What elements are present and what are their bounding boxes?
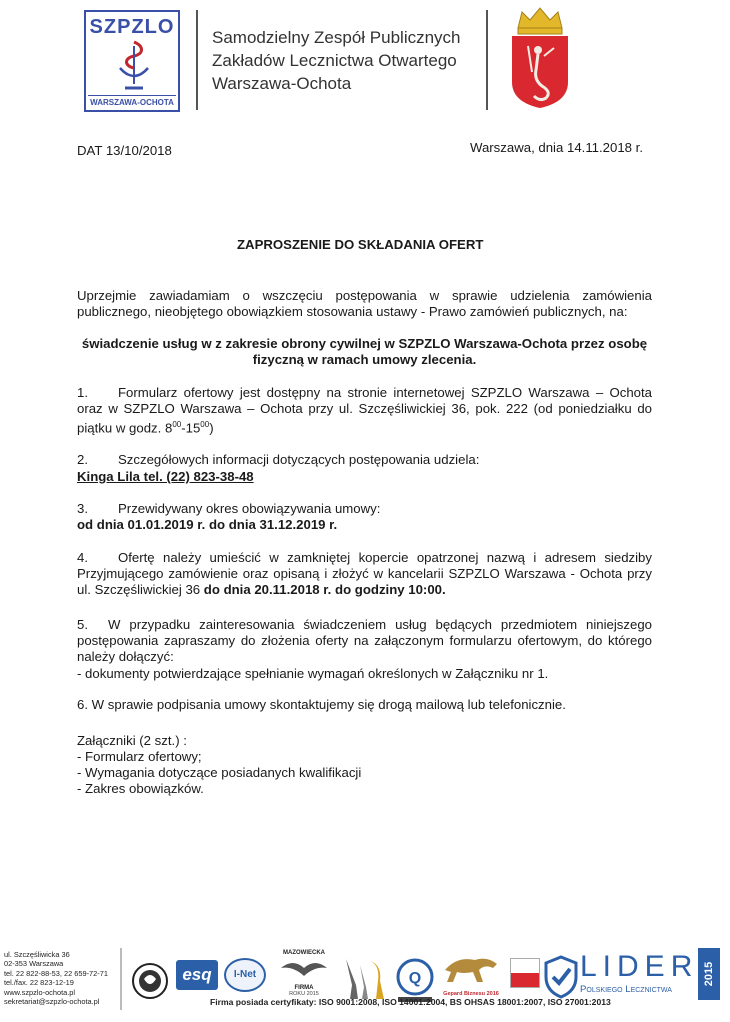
inet-badge (224, 958, 266, 992)
warsaw-crest-icon (508, 6, 572, 110)
caduceus-icon (114, 40, 154, 92)
mazowiecka-label: MAZOWIECKA (283, 950, 325, 956)
eagle-icon (279, 956, 329, 980)
gepard-label: Gepard Biznesu 2016 (443, 991, 499, 997)
attachment-item: - Zakres obowiązków. (77, 781, 204, 796)
email-link[interactable]: sekretariat@szpzlo-ochota.pl (4, 997, 100, 1007)
website-link[interactable]: www.szpzlo-ochota.pl (4, 987, 76, 997)
attachment-item: - Wymagania dotyczące posiadanych kwalifikacji (77, 765, 362, 780)
hour-to: 15 (185, 420, 201, 436)
item-text: Formularz ofertowy jest dostępny na stronie internetowej SZPZLO Warszawa – Ochota oraz w SZPZLO Warszawa – Ochota przy ul. Szczęśliwickiej 36, pok. 222 (od poniedziałku do piątku w godz. (77, 385, 652, 436)
firma-label: FIRMA (294, 985, 314, 991)
required-documents: - dokumenty potwierdzające spełnianie wymagań określonych w Załączniku nr 1. (77, 666, 549, 681)
lider-subtitle: Polskiego Lecznictwa (580, 984, 672, 995)
hour-from-minutes: 00 (172, 420, 182, 429)
inet-label: I-Net (233, 969, 257, 980)
lider-shield-icon (544, 952, 578, 1002)
hour-from: 8 (164, 420, 173, 436)
item-4 (77, 550, 652, 598)
lider-year-badge (698, 948, 720, 1000)
cheetah-icon (441, 950, 501, 986)
header-divider-left (196, 10, 198, 110)
address-line: 02-353 Warszawa (4, 959, 64, 969)
contract-period: od dnia 01.01.2019 r. do dnia 31.12.2019 r. (77, 517, 338, 532)
item-2 (77, 452, 652, 468)
institution-name (212, 26, 461, 95)
institution-name-line: Samodzielny Zespół Publicznych (212, 28, 461, 47)
footer-divider (120, 948, 122, 1010)
esq-badge (176, 960, 218, 990)
hour-dash: - (181, 420, 186, 436)
item-text-end: ) (209, 420, 214, 436)
logo-subtitle: WARSZAWA-OCHOTA (88, 95, 176, 107)
document-reference: DAT 13/10/2018 (77, 143, 172, 158)
address-line: tel./fax. 22 823-12-19 (4, 978, 74, 988)
item-1 (77, 385, 652, 436)
item-5 (77, 617, 652, 665)
document-title: ZAPROSZENIE DO SKŁADANIA OFERT (237, 237, 484, 252)
intro-paragraph: Uprzejmie zawiadamiam o wszczęciu postępowania w sprawie udzielenia zamówienia publicznego, nieobjętego obowiązkiem stosowania ustawy - Prawo zamówień publicznych, na: (77, 288, 652, 319)
item-text: W przypadku zainteresowania świadczeniem usług będących przedmiotem niniejszego postępowania zapraszamy do złożenia oferty na załączonym formularzu ofertowym, do którego należy dołączyć: (77, 617, 652, 664)
svg-text:Q: Q (408, 970, 422, 987)
mazowiecka-firma-badge (274, 950, 334, 1000)
gepard-badge (440, 950, 502, 1000)
esq-label: esq (182, 965, 212, 984)
hour-to-minutes: 00 (200, 420, 210, 429)
submission-deadline: do dnia 20.11.2018 r. do godziny 10:00. (203, 582, 446, 597)
item-text: Przewidywany okres obowiązywania umowy: (118, 501, 381, 516)
contact-person: Kinga Lila tel. (22) 823-38-48 (77, 469, 254, 484)
item-6: 6. W sprawie podpisania umowy skontaktujemy się drogą mailową lub telefonicznie. (77, 697, 566, 712)
lider-title: LIDER (580, 950, 699, 983)
attachments (77, 733, 361, 797)
lider-year: 2015 (703, 961, 715, 987)
header-divider-right (486, 10, 488, 110)
place-and-date: Warszawa, dnia 14.11.2018 r. (470, 140, 644, 155)
item-text: Szczegółowych informacji dotyczących postępowania udziela: (118, 452, 480, 467)
footer-address (4, 950, 108, 1006)
address-line: tel. 22 822-88-53, 22 659-72-71 (4, 968, 108, 978)
item-3 (77, 501, 652, 517)
address-line: ul. Szczęśliwicka 36 (4, 950, 70, 959)
item-number: 5. (77, 617, 88, 632)
certificates-line: Firma posiada certyfikaty: ISO 9001:2008, ISO 14001:2004, BS OHSAS 18001:2007, ISO 27001:2013 (210, 997, 611, 1007)
seal-badge-icon (130, 955, 170, 1005)
roku-label: ROKU 2015 (289, 991, 319, 997)
flag-badge (510, 958, 540, 988)
institution-name-line: Warszawa-Ochota (212, 74, 352, 93)
attachment-item: - Formularz ofertowy; (77, 749, 202, 764)
szpzlo-logo (84, 10, 180, 112)
item-number: 4. (77, 550, 88, 565)
institution-name-line: Zakładów Lecznictwa Otwartego (212, 51, 457, 70)
item-number: 3. (77, 501, 88, 516)
item-number: 2. (77, 452, 88, 467)
subject-paragraph: świadczenie usług w z zakresie obrony cywilnej w SZPZLO Warszawa-Ochota przez osobę fizyczną w ramach umowy zlecenia. (81, 336, 648, 367)
item-text: Ofertę należy umieścić w zamkniętej kopercie opatrzonej nazwą i adresem siedziby Przyjmującego zamówienie oraz opisaną i złożyć w kancelarii SZPZLO Warszawa - Ochota przy ul. Szczęśliwickiej 36 (77, 550, 652, 597)
attachments-heading: Załączniki (2 szt.) : (77, 733, 187, 748)
item-number: 1. (77, 385, 88, 400)
logo-title: SZPZLO (89, 16, 175, 38)
